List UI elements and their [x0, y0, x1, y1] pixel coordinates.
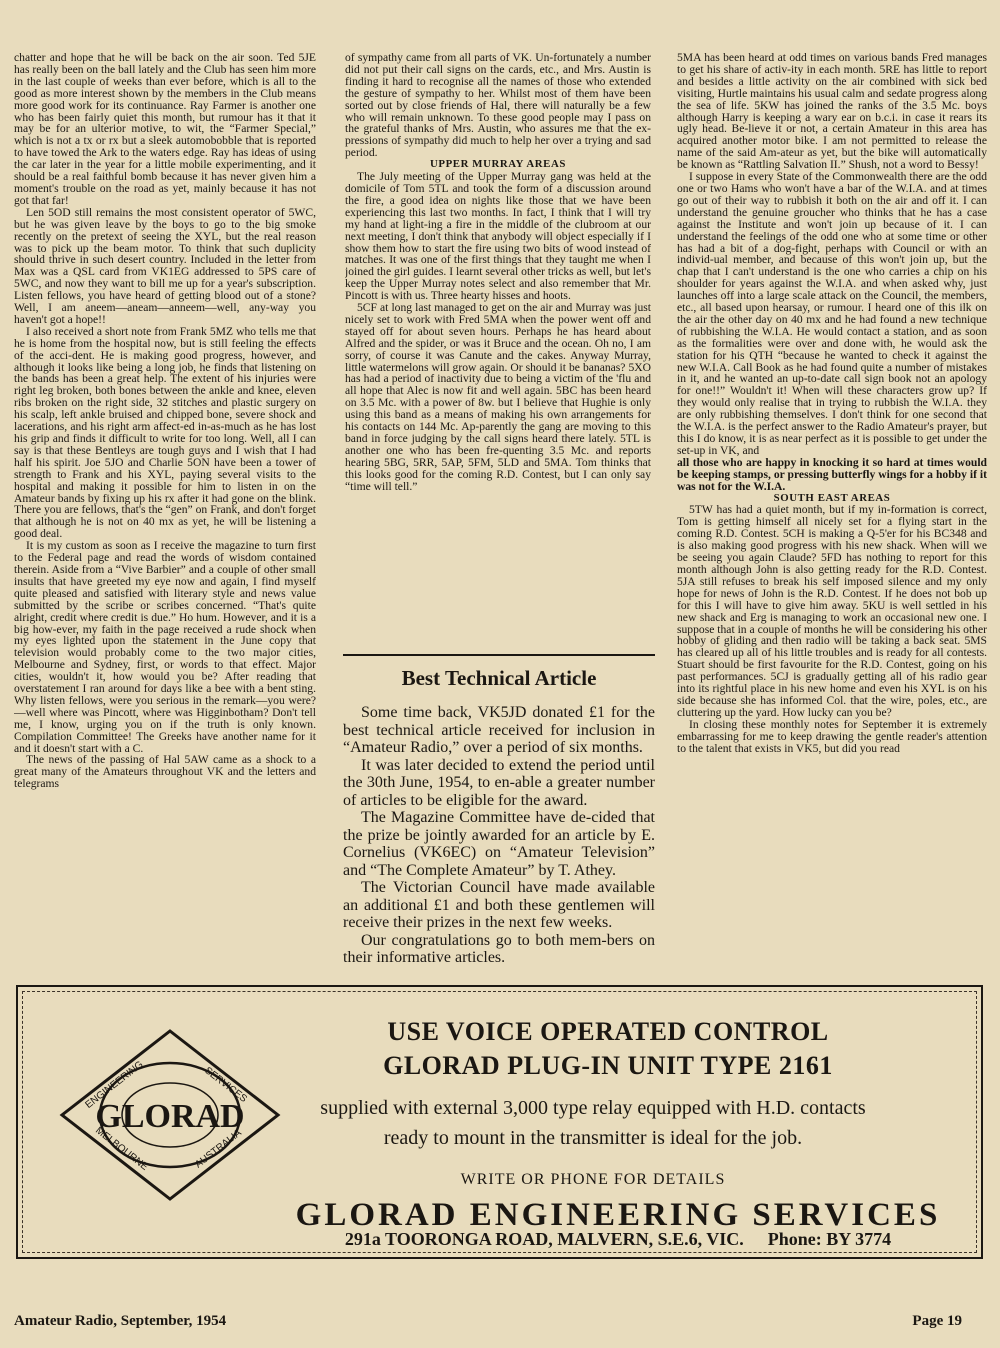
article-body	[343, 704, 655, 967]
ad-phone: Phone: BY 3774	[767, 1229, 892, 1249]
glorad-advertisement	[16, 985, 983, 1259]
paragraph: Our congratulations go to both mem-bers on their informative articles.	[343, 931, 655, 966]
ad-description-line1: supplied with external 3,000 type relay equipped with H.D. contacts	[320, 1097, 866, 1119]
logo-main-text: GLORAD	[95, 1098, 245, 1135]
paragraph: In closing these monthly notes for September it is extremely embarrassing for me to keep drawing the gentle reader's attention to the talent that exists in VK5, but did you read	[677, 717, 987, 755]
paragraph: The Magazine Committee have de-cided that the prize be jointly awarded for an article by E. Cornelius (VK6EC) on “Amateur Television” and “The Complete Amateur” by T. Athey.	[343, 809, 655, 879]
ad-call-to-action: WRITE OR PHONE FOR DETAILS	[460, 1171, 726, 1188]
logo-bottom-left-text: MELBOURNE	[93, 1125, 150, 1173]
ad-address: 291a TOORONGA ROAD, MALVERN, S.E.6, VIC.	[344, 1229, 744, 1249]
paragraph: 5TW has had a quiet month, but if my in-formation is correct, Tom is getting himself all nicely set for a flying start in the coming R.D. Contest. 5CH is making a Q-5'er for his BC348 and is also making good progress with his new shack. When will we be seeing you again Claude? 5FD has nothing to report for this month although John is also getting ready for the R.D. Contest. 5JA still refuses to break his self imposed silence and my only hope for news of John is the R.D. Contest. If he does not bob up for this I will have to give him away. 5KU is well settled in his new shack and Erg is managing to work an occasional new one. I suppose that in a couple of months he will be considering his other hobby of gliding and then radio will be taking a back seat. 5MS has cleared up all of his little troubles and is ready for all contests. Stuart should be first favourite for the R.D. Contest, going on his past performances. 5CJ is gradually getting all of his radio gear into its rightful place in his new home and even his XYL is on his side because she has informed Col. that the wire, poles, etc., are cluttering up the yard. How lucky can you be?	[677, 503, 987, 719]
logo-bottom-right-text: AUSTRALIA	[193, 1127, 244, 1171]
divider	[343, 654, 655, 656]
ad-company-name: GLORAD ENGINEERING SERVICES	[295, 1197, 941, 1233]
section-heading-upper-murray: UPPER MURRAY AREAS	[430, 158, 566, 171]
article-title: Best Technical Article	[401, 666, 597, 690]
paragraph: I suppose in every State of the Commonwealth there are the odd one or two Hams who won't have a bar of the W.I.A. and at times go out of their way to rubbish it both on the air and off it. I can understand the genuine groucher who thinks that he has a case against the Institute and won't join up because of it. I can understand the feelings of the odd one who at some time or other has had a bit of a dog-fight, perhaps with Council or with an individ-ual member, and because of this won't join up, but the chap that I can't understand is the one who carries a chip on his shoulder for years against the W.I.A. and when asked why, just launches off into a large scale attack on the Council, the members, etc., all based upon hearsay, or rumour. I heard one of this ilk on the air the other day on 40 mx and he had found a new technique of rubbishing the W.I.A. He would contact a station, and as soon as the formalities were over and done with, he would ask the station for his QTH “because he wanted to check it against the new W.I.A. Call Book as he had found quite a number of mistakes in it, and he wanted an up-to-date call sign book not an apology for one!!” Wouldn't it! When will these characters grow up? If they would only realise that in trying to rubbish the W.I.A. they are only rubbishing themselves. I don't think for one second that the W.I.A. is the perfect answer to the Radio Amateur's prayer, but this I do know, it is as near perfect as it is possible to get under the set-up in VK, and	[677, 170, 987, 457]
footer-publication: Amateur Radio, September, 1954	[14, 1313, 227, 1329]
ad-description-line2: ready to mount in the transmitter is ideal for the job.	[383, 1127, 803, 1149]
paragraph: of sympathy came from all parts of VK. Un-fortunately a number did not put their call signs on the cards, etc., and Mrs. Austin is finding it hard to recognise all the names of those who extended the gesture of sympathy to her. Whilst most of them have been sorted out by close friends of Hal, there will naturally be a few who will remain unknown. To these good people may I pass on the grateful thanks of Mrs. Austin, who assures me that the ex-pressions of sympathy did much to help her over a trying and sad period.	[345, 52, 651, 160]
paragraph: It was later decided to extend the period until the 30th June, 1954, to en-able a greater number of articles to be eligible for the award.	[343, 756, 655, 809]
paragraph: 5CF at long last managed to get on the air and Murray was just nicely set to work with Fred 5MA when the power went off and stayed off for about seven hours. Perhaps he has heard about Alfred and the spider, or was it Bruce and the ocean. Oh no, I am sorry, of course it was Canute and the cakes. Anyway Murray, little watermelons will grow again. Or should it be bananas? 5XO has had a period of inactivity due to being a victim of the 'flu and all hope that Alec is now fit and well again. 5BC has been heard on 3.5 Mc. with a power of 8w. but I believe that Hughie is only using this band as a means of making his own arrangements for his contacts on 144 Mc. Ap-parently the gang are moving to this band in force judging by the call signs heard there lately. 5TL is another one who has been fre-quenting 3.5 Mc. and reports hearing 5BG, 5RR, 5AP, 5FM, 5LD and 5MA. Tom thinks that this looks good for the coming R.D. Contest, but I can only say “time will tell.”	[345, 301, 651, 493]
paragraph: 5MA has been heard at odd times on various bands Fred manages to get his share of activ-ity in each month. 5RE has little to report and besides a little activity on the air combined with sick bed visiting, Hurtle maintains his usual calm and sedate progress along the sea of life. 5KW has joined the ranks of the 3.5 Mc. boys although Harry is keeping a wary ear on b.c.i. in case it rears its ugly head. Be-lieve it or not, a certain Amateur in this area has acquired another motor bike. I am not permitted to release the name of the said Am-ateur as yet, but the bike will automatically be known as “Rattling Salvation II.” Shush, not a word to Bessy!	[677, 52, 987, 172]
paragraph: Some time back, VK5JD donated £1 for the best technical article received for inclusion in “Amateur Radio,” over a period of six months.	[343, 704, 655, 756]
logo-top-left-text: ENGINEERING	[83, 1059, 146, 1111]
paragraph: It is my custom as soon as I receive the magazine to turn first to the Federal page and read the words of wisdom contained therein. Aside from a “Vive Barbier” and a couple of other small insults that have greeted my eye now and again, I find myself quite pleased and satisfied with literary style and news value submitted by the scribe or scribes concerned. “That's quite alright, credit where credit is due.” Ho hum. However, and it is a big how-ever, my faith in the page received a rude shock when my eyes lighted upon the statement in the June copy that television would probably come to the two major cities, Melbourne and Sydney, first, or words to that effect. Major cities, wouldn't it, how would you be? After reading that overstatement I ran around for days like a bee with a bent sting. Why listen fellows, were you serious in the remark—you were?—well where was Pincott, where was Higginbotham? Don't tell me, I know, urging you on if the truth is only known. Compilation Committee! The Greeks have another name for it and it doesn't start with a C.	[14, 539, 316, 755]
paragraph: The Victorian Council have made available an additional £1 and both these gentlemen will receive their prizes in the next few weeks.	[343, 879, 655, 931]
logo-top-right-text: SERVICES	[202, 1065, 249, 1105]
paragraph: Len 5OD still remains the most consistent operator of 5WC, but he was given leave by the boys to go to the big smoke recently on the pretext of seeing the XYL, but the real reason was to pick up the beam motor. To think that such duplicity should thrive in such desert country. Included in the letter from Max was a QSL card from VK1EG addressed to 5PS care of 5WC, and now they want to bill me up for a year's subscription. Listen fellows, you have heard of getting blood out of a stone? Well, I am aneem—aneam—anneem—well, any-way you haven't got a hope!!	[14, 205, 316, 326]
paragraph: chatter and hope that he will be back on the air soon. Ted 5JE has really been on the ball lately and the Club has seen him more in the last couple of weeks than ever before, which is all to the good as more interest shown by the members in the Club means more good work for its continuance. Ray Farmer is another one who has been fairly quiet this month, but rumour has it that it may be for an ulterior motive, to wit, the “Farmer Special,” which is not a tx or rx but a sleek automobobble that is reported to have towed the Ark to the waters edge. Ray has ideas of using the car later in the year for a little mobile experimenting, and it should be a real faithful bomb because it has never given him a moment's trouble on the road as yet, mainly because it has not got that far!	[14, 52, 316, 207]
paragraph: I also received a short note from Frank 5MZ who tells me that he is home from the hospital now, but is still feeling the effects of the acci-dent. He is making good progress, however, and although it looks like being a long job, he finds that listening on the bands has been a great help. The extent of his injuries were right leg broken, both bones between the ankle and knee, eleven ribs broken on the right side, 32 stitches and plastic surgery on his scalp, left ankle bruised and chipped bone, severe shock and lacerations, and his right arm affect-ed in-as-much as he has lost his grip and finds it difficult to write for too long. Well, all I can say is that these Bentleys are tough guys and I wish that I had half his spirit. Joe 5JO and Charlie 5ON have been a tower of strength to Frank and his XYL, paying several visits to the hospital and making it possible for him to listen in on the Amateur bands by fixing up his rx after it had gone on the blink. There you are fellows, that's the “gen” on Frank, and don't forget that although he is not on 40 mx as yet, he will be listening a good deal.	[14, 324, 316, 541]
section-heading-south-east: SOUTH EAST AREAS	[773, 491, 891, 504]
paragraph: The news of the passing of Hal 5AW came as a shock to a great many of the Amateurs throughout VK and the letters and telegrams	[14, 753, 316, 791]
footer-page-number: Page 19	[912, 1313, 962, 1329]
column-middle	[345, 52, 651, 637]
ad-product-name: GLORAD PLUG-IN UNIT TYPE 2161	[383, 1051, 833, 1080]
ad-contact-line	[258, 1229, 978, 1250]
bold-paragraph: all those who are happy in knocking it so hard at times would be keeping stamps, or pressing butterfly wings for a hobby if it was not for the W.I.A.	[677, 455, 987, 493]
paragraph: The July meeting of the Upper Murray gang was held at the domicile of Tom 5TL and took the form of a discussion around the fire, a good idea on nights like those that we have been experiencing this last two months. In fact, I think that I will try my hand at light-ing a fire in the middle of the clubroom at our next meeting, I don't think that anybody will object especially if I show them how to start the fire using two bits of wood instead of matches. It was one of the first things that they taught me when I joined the girl guides. I learnt several other tricks as well, but let's keep the Upper Murray notes select and also remember that Mr. Pincott is with us. Three hearty hisses and hoots.	[345, 170, 651, 303]
ad-headline: USE VOICE OPERATED CONTROL	[387, 1017, 829, 1046]
